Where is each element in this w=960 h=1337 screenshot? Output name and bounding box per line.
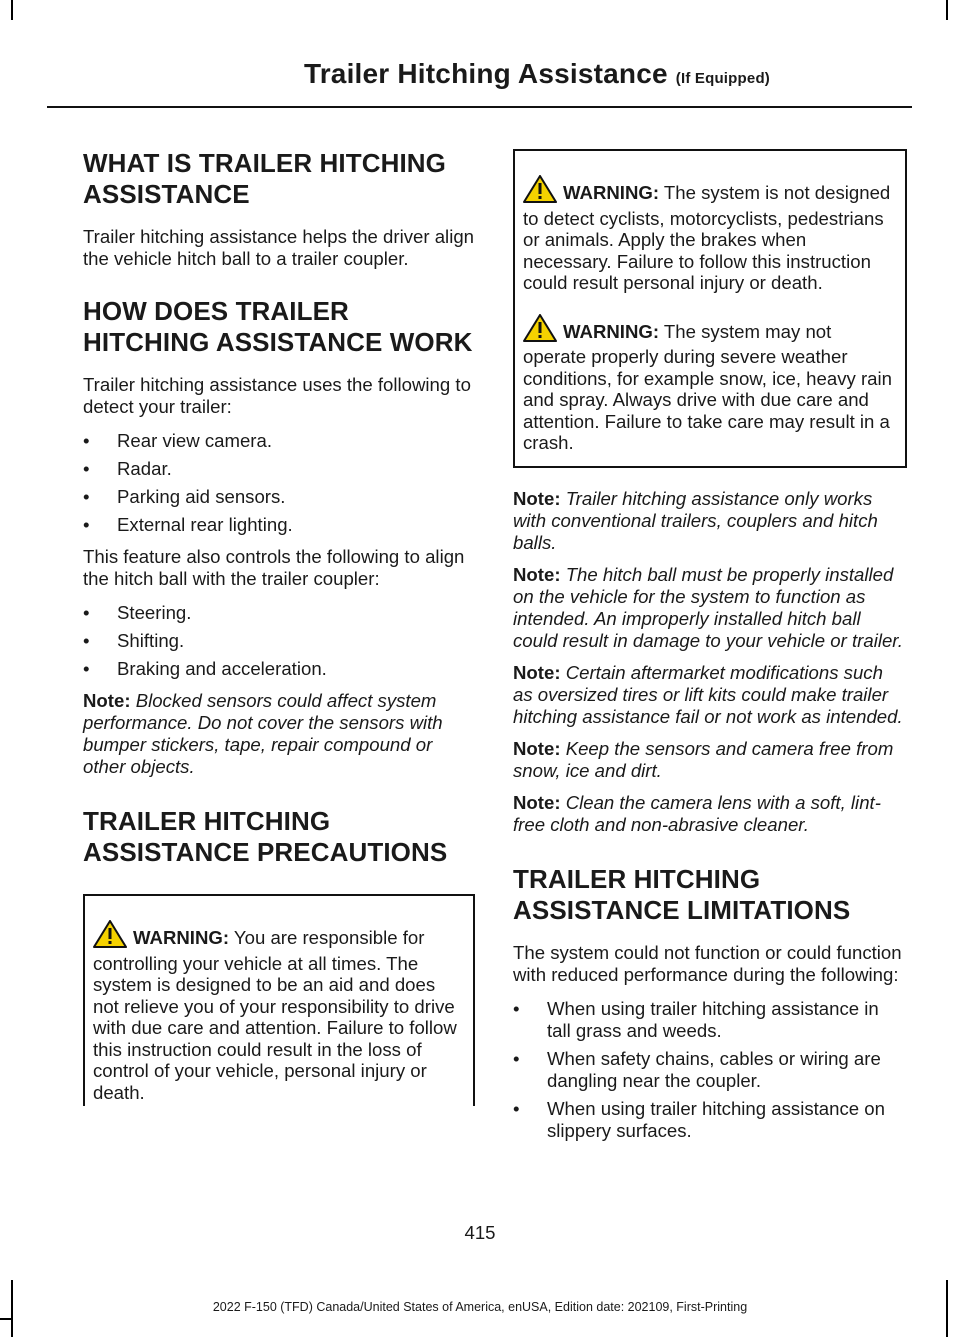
warning-triangle-icon <box>93 920 127 953</box>
note-item: Note: The hitch ball must be properly installed on the vehicle for the system to function as intended. An improperly installed hitch ball could result in damage to your vehicle or trailer. <box>513 563 903 651</box>
how-works-mid: This feature also controls the following to align the hitch ball with the trailer coupler: <box>83 546 465 589</box>
list-item: • Parking aid sensors. <box>83 486 286 507</box>
warning-item: WARNING: The system may not operate properly during severe weather conditions, for example snow, ice, heavy rain and spray. Always drive with due care and attention. Failure to take care may result in a crash. <box>523 314 897 454</box>
page-footer: 2022 F-150 (TFD) Canada/United States of America, enUSA, Edition date: 202109, First-Printing <box>212 1300 748 1314</box>
page-number: 415 <box>464 1222 496 1243</box>
list-item: • Steering. <box>83 602 192 623</box>
how-works-intro: Trailer hitching assistance uses the following to detect your trailer: <box>83 374 471 417</box>
warning-item: WARNING: The system is not designed to detect cyclists, motorcyclists, pedestrians or animals. Apply the brakes when necessary. Failure to follow this instruction could result personal injury or death. <box>523 175 897 294</box>
note-item: Note: Clean the camera lens with a soft, lint-free cloth and non-abrasive cleaner. <box>513 791 881 835</box>
limitations-list <box>513 998 907 1142</box>
left-column <box>83 140 475 1106</box>
warning-triangle-icon <box>523 314 557 347</box>
section-title-limitations: TRAILER HITCHING ASSISTANCE LIMITATIONS <box>513 863 851 925</box>
list-item: • Shifting. <box>83 630 185 651</box>
limitations-intro: The system could not function or could function with reduced performance during the following: <box>513 941 902 985</box>
note-item: Note: Trailer hitching assistance only works with conventional trailers, couplers and hitch balls. <box>513 487 878 553</box>
crop-mark-top-right <box>946 0 948 20</box>
header-divider <box>47 106 912 108</box>
section-title-what-is: WHAT IS TRAILER HITCHING ASSISTANCE <box>83 148 446 209</box>
note-item: Note: Keep the sensors and camera free from snow, ice and dirt. <box>513 737 894 781</box>
list-item: • When using trailer hitching assistance in tall grass and weeds. <box>513 997 879 1041</box>
section-title-precautions: TRAILER HITCHING ASSISTANCE PRECAUTIONS <box>83 806 448 867</box>
warning-box-left <box>83 894 475 1106</box>
detection-list <box>83 430 475 536</box>
page-title <box>304 58 770 90</box>
controls-list <box>83 602 475 680</box>
what-is-body: Trailer hitching assistance helps the driver align the vehicle hitch ball to a trailer coupler. <box>83 226 475 269</box>
right-column <box>513 149 907 1152</box>
list-item: • When safety chains, cables or wiring are dangling near the coupler. <box>513 1047 881 1091</box>
page-title-text: Trailer Hitching Assistance <box>303 58 668 89</box>
crop-mark-top-left <box>11 0 13 20</box>
list-item: • Rear view camera. <box>83 430 272 451</box>
list-item: • When using trailer hitching assistance on slippery surfaces. <box>513 1097 885 1141</box>
warning-triangle-icon <box>523 175 557 208</box>
page-subtitle: (If Equipped) <box>675 70 770 87</box>
crop-mark-bottom-left-h <box>0 1318 12 1320</box>
section-title-how-works: HOW DOES TRAILER HITCHING ASSISTANCE WORK <box>83 296 473 357</box>
note-blocked-sensors: Note: Blocked sensors could affect system performance. Do not cover the sensors with bumper stickers, tape, repair compound or other objects. <box>83 690 443 777</box>
list-item: • Braking and acceleration. <box>83 658 327 679</box>
note-item: Note: Certain aftermarket modifications such as oversized tires or lift kits could make trailer hitching assistance fail or not work as intended. <box>513 661 903 727</box>
warning-box-right <box>513 149 907 468</box>
warning-item: WARNING: You are responsible for controlling your vehicle at all times. The system is designed to be an aid and does not relieve you of your responsibility to drive with due care and attention. Failure to follow this instruction could result in the loss of control of your vehicle, personal injury or death. <box>93 920 465 1103</box>
list-item: • External rear lighting. <box>83 514 293 535</box>
list-item: • Radar. <box>83 458 172 479</box>
page-header <box>0 58 960 108</box>
